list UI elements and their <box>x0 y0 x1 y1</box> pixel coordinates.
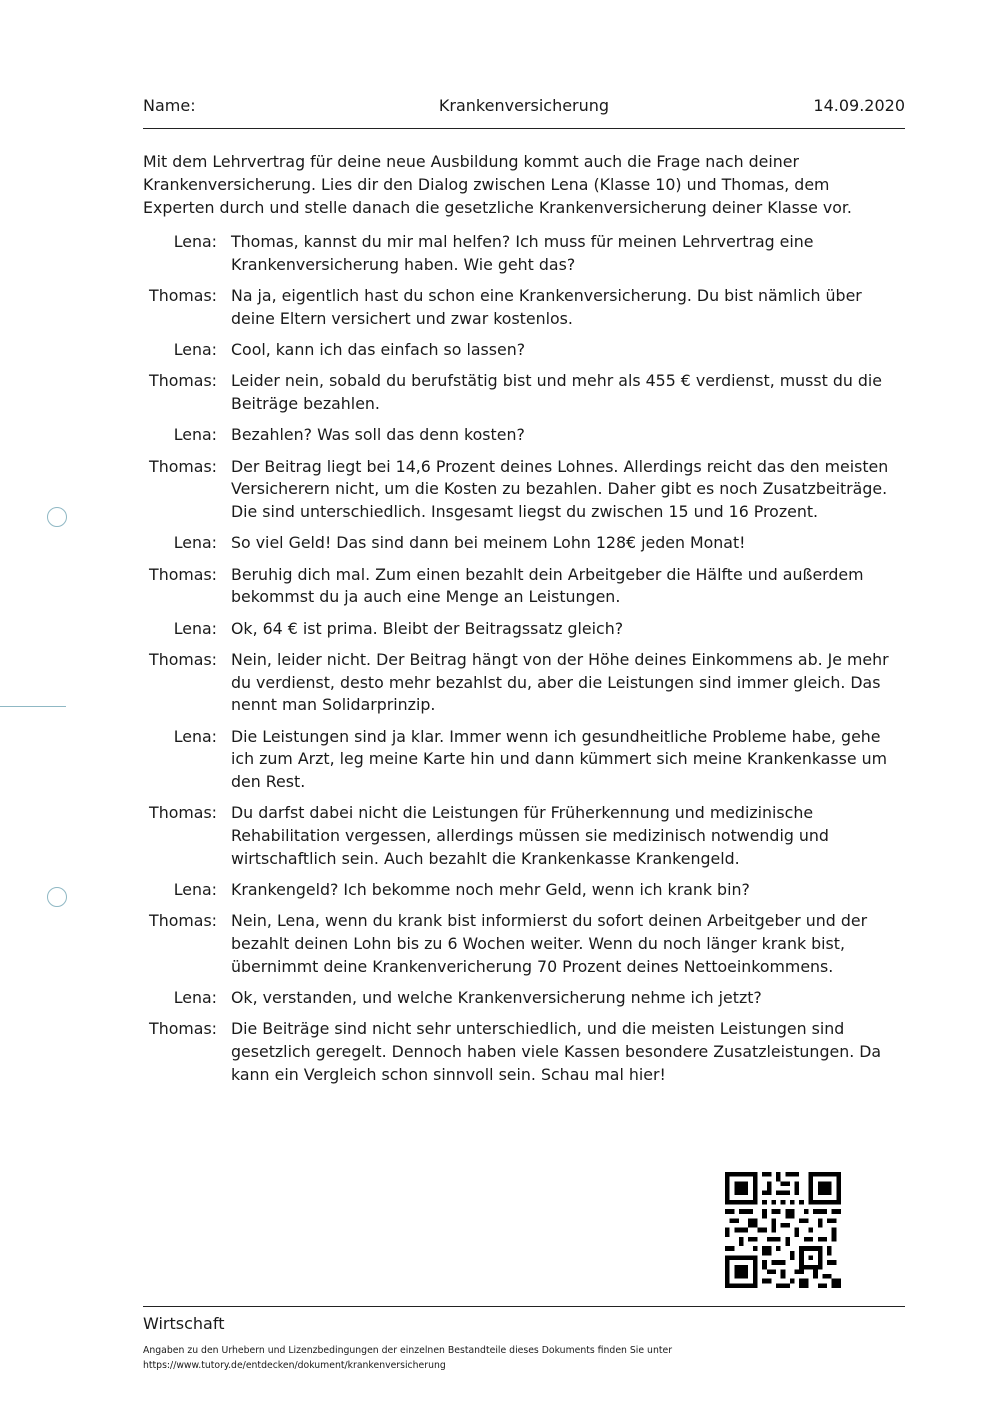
dialog-speaker: Lena: <box>173 425 217 445</box>
dialog-speaker: Thomas: <box>149 456 217 476</box>
dialog-turn <box>143 1018 905 1086</box>
dialog-speaker: Lena: <box>173 618 217 638</box>
dialog-text: Ok, verstanden, und welche Krankenversicherung nehme ich jetzt? <box>231 988 762 1007</box>
dialog-speaker: Lena: <box>173 880 217 899</box>
dialog-turn <box>143 726 905 794</box>
dialog-text: Nein, leider nicht. Der Beitrag hängt von der Höhe deines Einkommens ab. Je mehr du verdienst, desto mehr bezahlst du, aber die Leistungen sind immer gleich. Das nennt man Solidarprinzip. <box>231 649 889 715</box>
dialog-text: Ok, 64 € ist prima. Bleibt der Beitragssatz gleich? <box>231 618 624 638</box>
worksheet-header <box>143 96 905 120</box>
dialog <box>143 231 905 1095</box>
fold-mark <box>0 706 66 707</box>
dialog-turn <box>143 564 905 609</box>
dialog-turn <box>143 339 905 362</box>
dialog-speaker: Lena: <box>173 340 217 359</box>
dialog-turn <box>143 424 905 447</box>
dialog-text: Thomas, kannst du mir mal helfen? Ich muss für meinen Lehrvertrag eine Krankenversicherung haben. Wie geht das? <box>231 232 814 274</box>
dialog-text: Die Beiträge sind nicht sehr unterschiedlich, und die meisten Leistungen sind gesetzlich geregelt. Dennoch haben viele Kassen besondere Zusatzleistungen. Da kann ein Vergleich schon sinnvoll sein. Schau mal hier! <box>231 1019 882 1084</box>
footer-license-note <box>143 1344 905 1373</box>
dialog-speaker: Lena: <box>173 533 217 553</box>
dialog-speaker: Thomas: <box>149 1019 217 1039</box>
dialog-turn <box>143 618 905 641</box>
footer-subject: Wirtschaft <box>143 1314 225 1333</box>
dialog-text: Nein, Lena, wenn du krank bist informierst du sofort deinen Arbeitgeber und der bezahlt deinen Lohn bis zu 6 Wochen weiter. Wenn du noch länger krank bist, übernimmt deine Krankenvericherung 70 Prozent deines Nettoeinkommens. <box>231 911 868 976</box>
dialog-text: Der Beitrag liegt bei 14,6 Prozent deines Lohnes. Allerdings reicht das den meisten Versicherern nicht, um die Kosten zu bezahlen. Daher gibt es noch Zusatzbeiträge. Die sind unterschiedlich. Insgesamt liegst du zwischen 15 und 16 Prozent. <box>231 456 889 521</box>
dialog-text: So viel Geld! Das sind dann bei meinem Lohn 128€ jeden Monat! <box>231 533 746 553</box>
punch-hole-mark-top <box>47 507 67 527</box>
dialog-speaker: Lena: <box>173 988 217 1007</box>
footer-divider <box>143 1306 905 1307</box>
dialog-text: Bezahlen? Was soll das denn kosten? <box>231 425 525 445</box>
dialog-text: Na ja, eigentlich hast du schon eine Krankenversicherung. Du bist nämlich über deine Eltern versichert und zwar kostenlos. <box>231 286 862 328</box>
footer-note-link[interactable]: https://www.tutory.de/entdecken/dokument/krankenversicherung <box>143 1359 446 1371</box>
intro-paragraph: Mit dem Lehrvertrag für deine neue Ausbildung kommt auch die Frage nach deiner Krankenversicherung. Lies dir den Dialog zwischen Lena (Klasse 10) und Thomas, dem Experten durch und stelle danach die gesetzliche Krankenversicherung deiner Klasse vor. <box>143 152 852 217</box>
dialog-turn <box>143 231 905 276</box>
dialog-turn <box>143 987 905 1010</box>
dialog-text: Cool, kann ich das einfach so lassen? <box>231 340 526 359</box>
dialog-text: Leider nein, sobald du berufstätig bist und mehr als 455 € verdienst, musst du die Beiträge bezahlen. <box>231 371 883 413</box>
worksheet-date: 14.09.2020 <box>813 96 905 115</box>
footer-note-text: Angaben zu den Urhebern und Lizenzbedingungen der einzelnen Bestandteile dieses Dokuments finden Sie unter <box>143 1345 673 1356</box>
dialog-turn <box>143 532 905 555</box>
dialog-turn <box>143 879 905 902</box>
dialog-text: Du darfst dabei nicht die Leistungen für Früherkennung und medizinische Rehabilitation vergessen, allerdings müssen sie medizinisch notwendig und wirtschaftlich sein. Auch bezahlt die Krankenkasse Krankengeld. <box>231 803 829 868</box>
worksheet-title: Krankenversicherung <box>438 96 610 115</box>
dialog-turn <box>143 802 905 870</box>
dialog-turn <box>143 649 905 717</box>
dialog-speaker: Thomas: <box>149 649 217 669</box>
dialog-speaker: Thomas: <box>149 371 217 391</box>
dialog-text: Die Leistungen sind ja klar. Immer wenn ich gesundheitliche Probleme habe, gehe ich zum Arzt, leg meine Karte hin und dann kümmert sich meine Krankenkasse um den Rest. <box>231 726 887 791</box>
dialog-speaker: Lena: <box>173 726 217 746</box>
dialog-speaker: Thomas: <box>149 564 217 584</box>
dialog-speaker: Thomas: <box>149 286 217 305</box>
punch-hole-mark-bottom <box>47 887 67 907</box>
header-divider <box>143 128 905 129</box>
dialog-speaker: Thomas: <box>149 803 217 823</box>
dialog-speaker: Lena: <box>173 232 217 251</box>
dialog-turn <box>143 910 905 978</box>
dialog-text: Beruhig dich mal. Zum einen bezahlt dein Arbeitgeber die Hälfte und außerdem bekommst du ja auch eine Menge an Leistungen. <box>231 564 864 607</box>
dialog-speaker: Thomas: <box>149 911 217 931</box>
dialog-turn <box>143 285 905 330</box>
qr-code-icon[interactable] <box>722 1172 844 1288</box>
dialog-text: Krankengeld? Ich bekomme noch mehr Geld, wenn ich krank bin? <box>231 880 750 899</box>
name-label: Name: <box>143 96 196 115</box>
dialog-turn <box>143 370 905 415</box>
dialog-turn <box>143 456 905 524</box>
